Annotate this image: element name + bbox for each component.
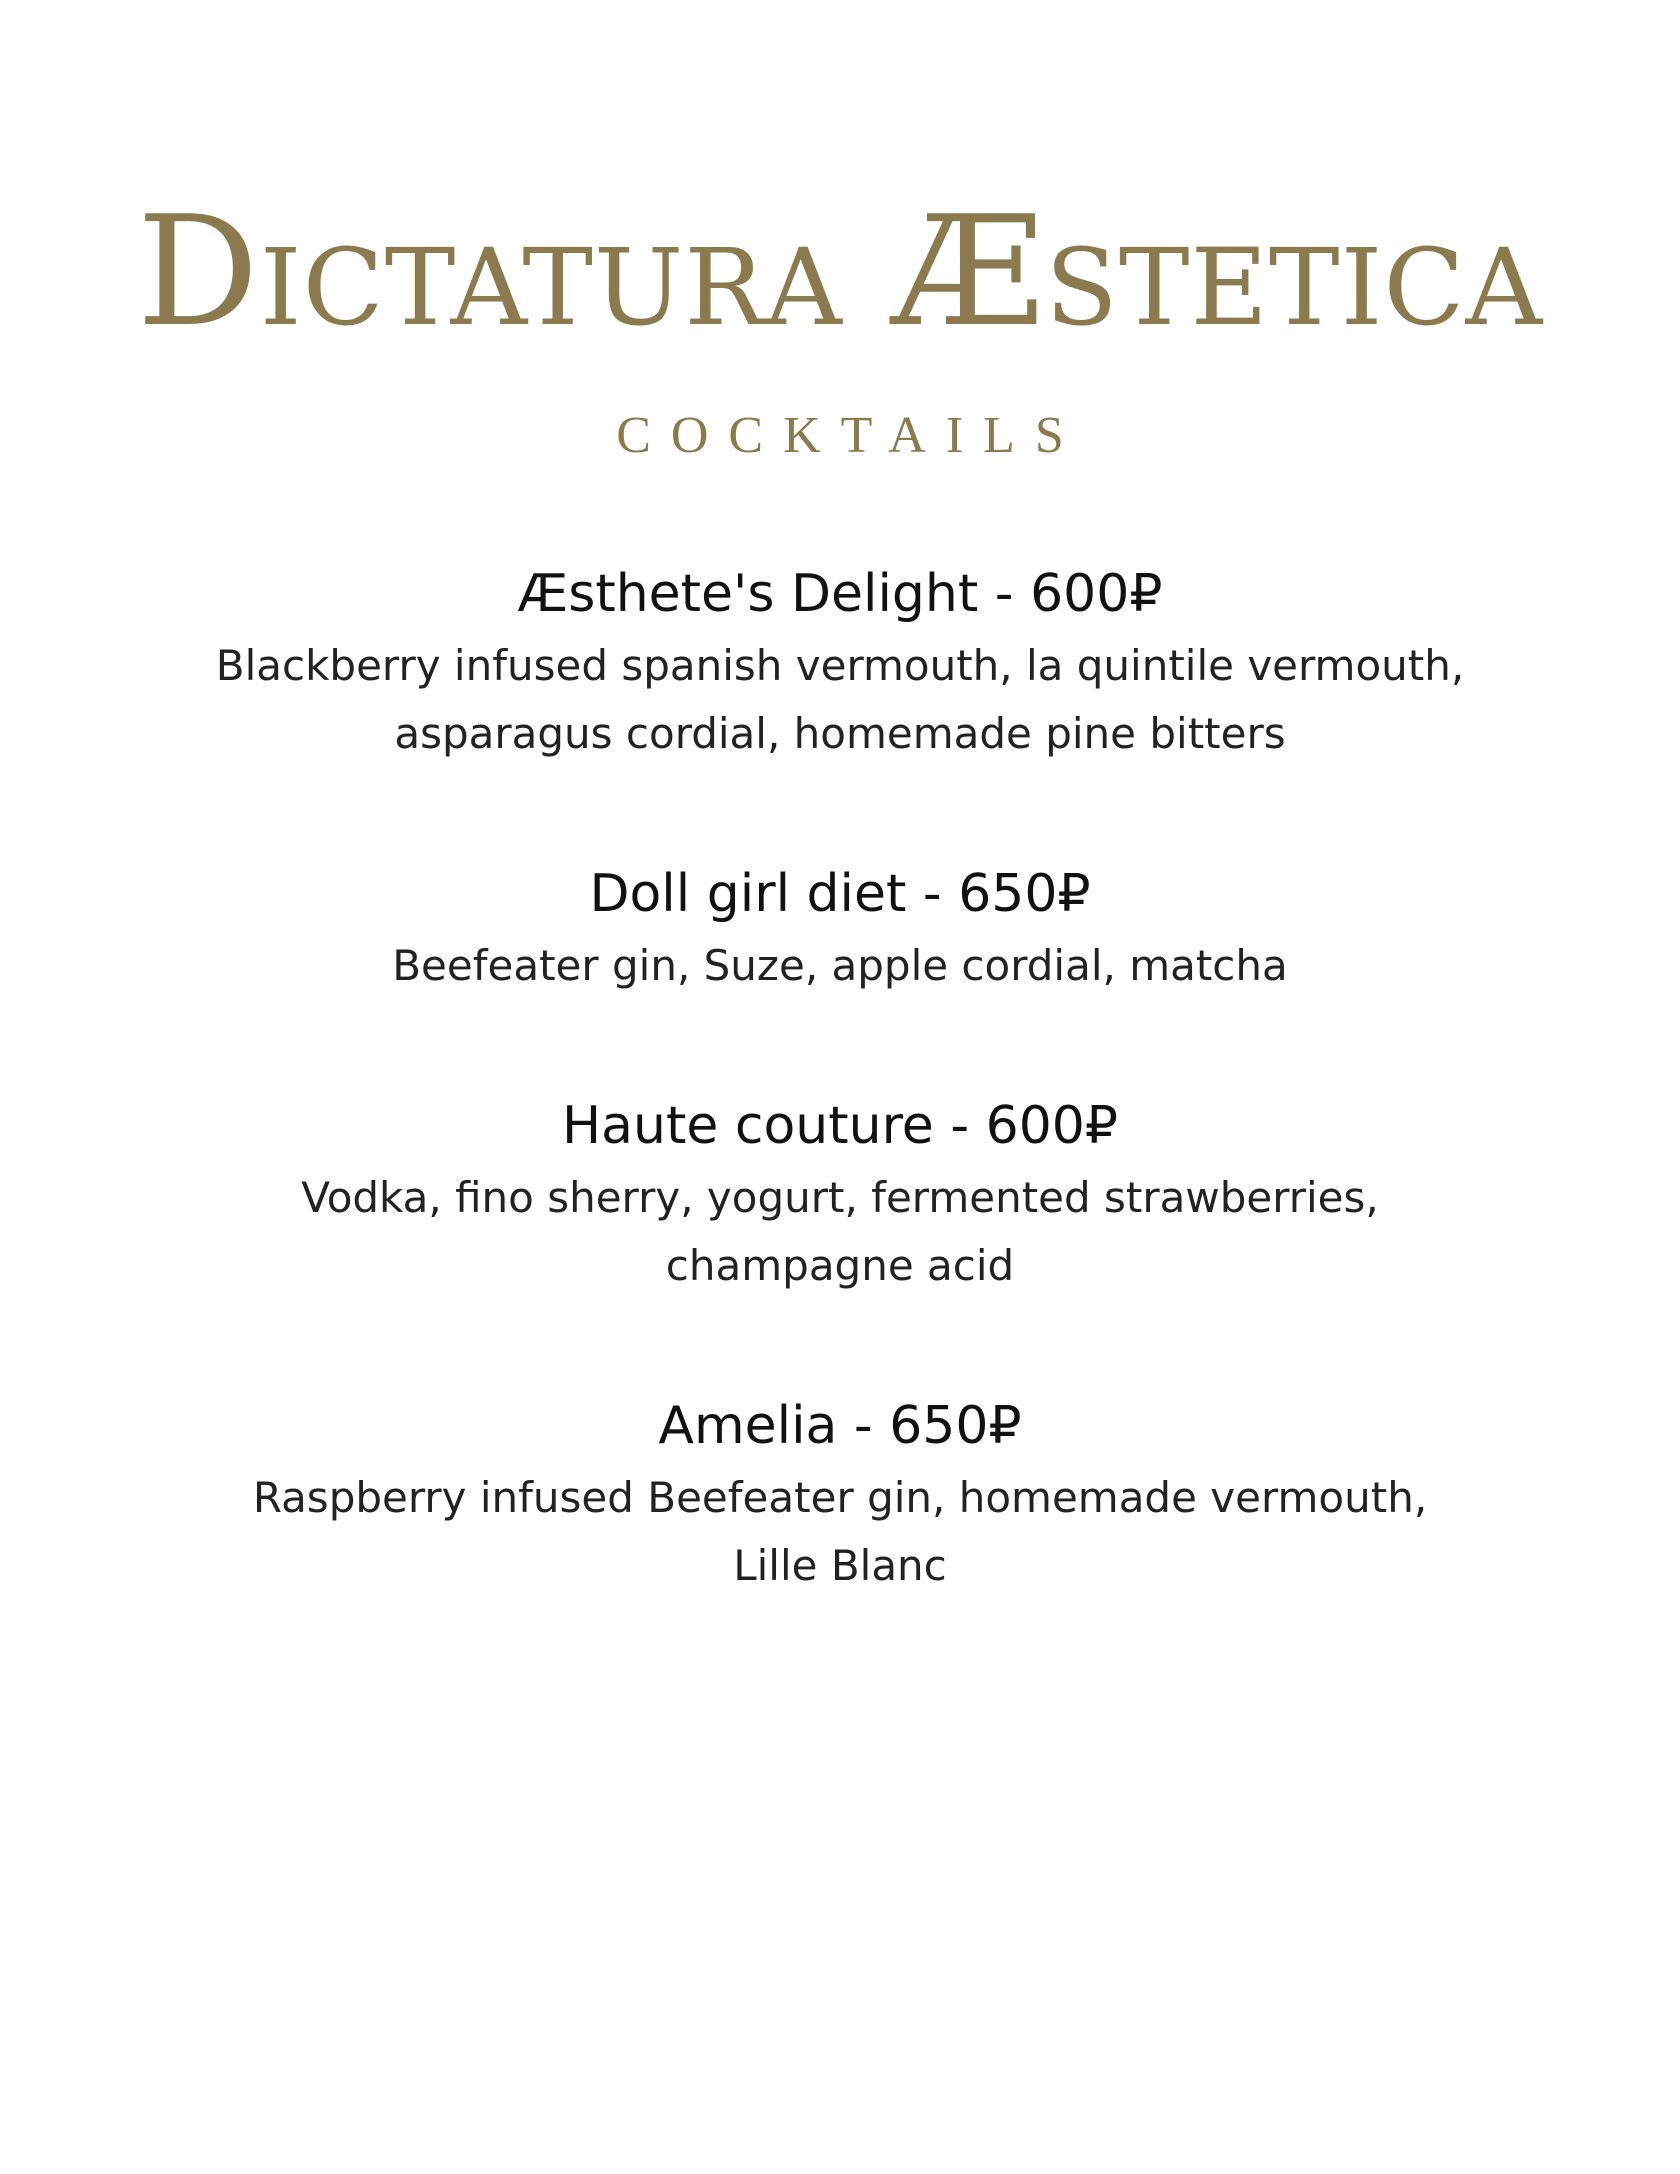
menu-item-description-line: Beefeater gin, Suze, apple cordial, matcha xyxy=(392,941,1288,990)
menu-item xyxy=(0,1094,1680,1300)
menu-item-description xyxy=(0,1164,1680,1300)
menu-item-description-line: asparagus cordial, homemade pine bitters xyxy=(394,709,1286,758)
menu-item-description xyxy=(0,1464,1680,1600)
menu-item-description xyxy=(0,932,1680,1000)
menu-item-title: Amelia - 650₽ xyxy=(658,1396,1022,1456)
menu-item-description-line: champagne acid xyxy=(665,1241,1015,1290)
menu-item xyxy=(0,562,1680,768)
menu-item xyxy=(0,1394,1680,1600)
menu-item-title: Doll girl diet - 650₽ xyxy=(589,864,1091,924)
menu-item-title: Haute couture - 600₽ xyxy=(562,1096,1118,1156)
section-heading: COCKTAILS xyxy=(616,407,1084,464)
menu-item-description-line: Vodka, fino sherry, yogurt, fermented strawberries, xyxy=(301,1173,1379,1222)
menu-item xyxy=(0,862,1680,1000)
menu-item-description-line: Blackberry infused spanish vermouth, la quintile vermouth, xyxy=(215,641,1465,690)
menu-item-description-line: Raspberry infused Beefeater gin, homemade vermouth, xyxy=(252,1473,1428,1522)
brand-title: Dictatura Æstetica xyxy=(136,183,1544,360)
menu-item-description xyxy=(0,632,1680,768)
menu-item-title: Æsthete's Delight - 600₽ xyxy=(517,564,1163,624)
menu-item-description-line: Lille Blanc xyxy=(733,1541,947,1590)
